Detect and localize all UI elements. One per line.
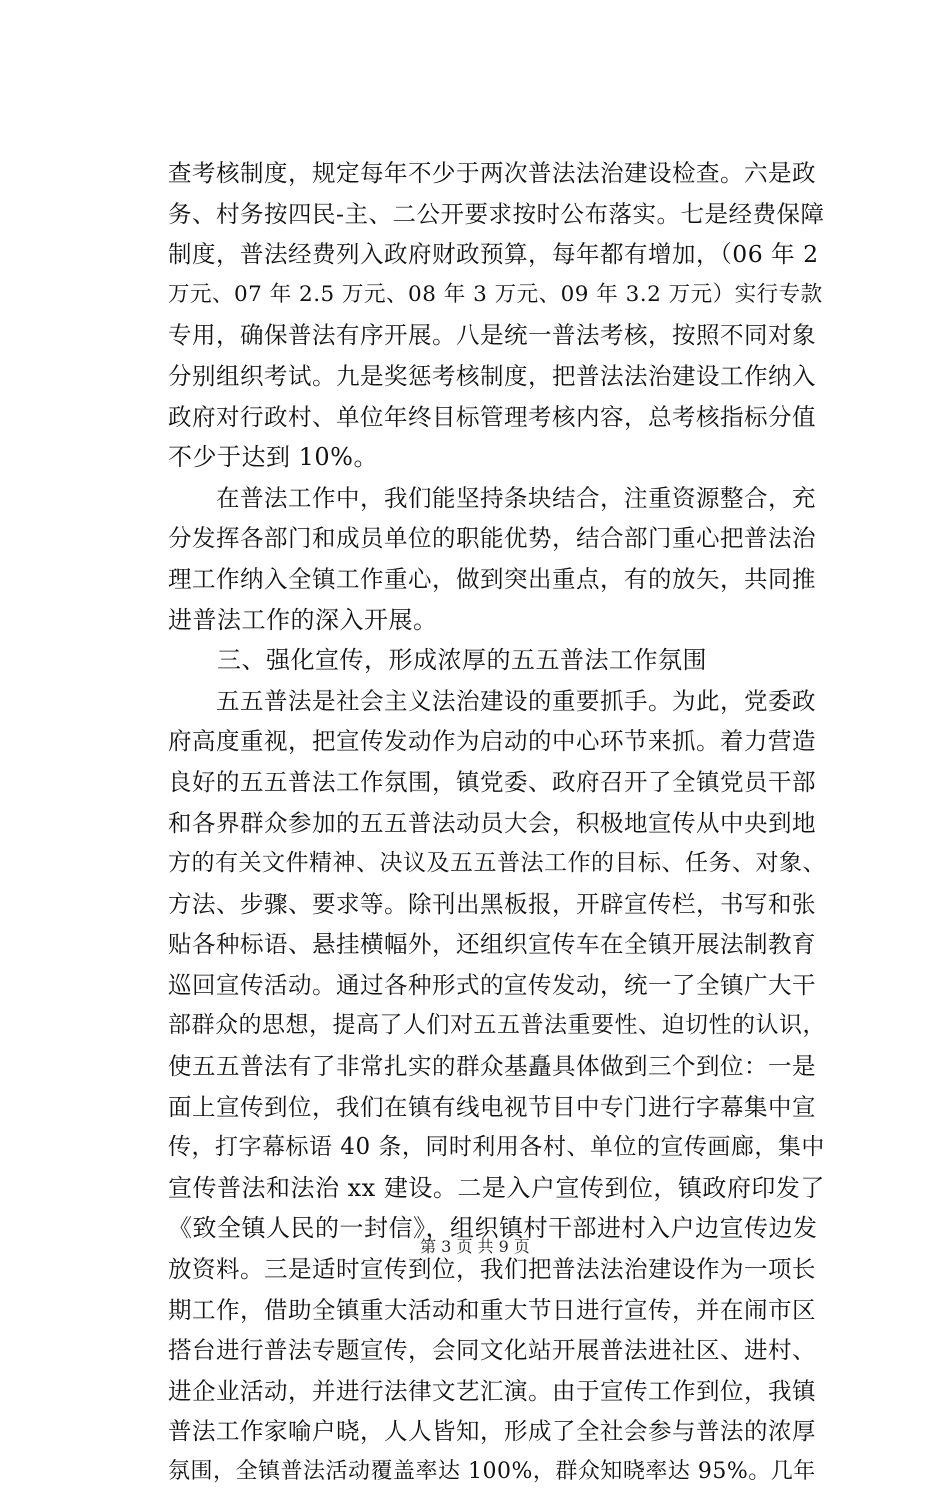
text-line: 良好的五五普法工作氛围，镇党委、政府召开了全镇党员干部 bbox=[168, 767, 816, 796]
text-line: 制度，普法经费列入政府财政预算，每年都有增加，（06 年 2 bbox=[168, 240, 819, 269]
text-line: 在普法工作中，我们能坚持条块结合，注重资源整合，充 bbox=[168, 483, 816, 512]
document-body bbox=[168, 153, 828, 1493]
text-line: 面上宣传到位，我们在镇有线电视节目中专门进行字幕集中宣 bbox=[168, 1092, 816, 1121]
text-line: 放资料。三是适时宣传到位，我们把普法法治建设作为一项长 bbox=[168, 1255, 816, 1284]
text-line: 和各界群众参加的五五普法动员大会，积极地宣传从中央到地 bbox=[168, 808, 816, 837]
text-line: 搭台进行普法专题宣传，会同文化站开展普法进社区、进村、 bbox=[168, 1336, 816, 1365]
text-line: 三、强化宣传，形成浓厚的五五普法工作氛围 bbox=[168, 646, 707, 675]
text-line: 专用，确保普法有序开展。八是统一普法考核，按照不同对象 bbox=[168, 321, 816, 350]
text-line: 使五五普法有了非常扎实的群众基矗具体做到三个到位：一是 bbox=[168, 1052, 816, 1081]
text-line: 进企业活动，并进行法律文艺汇演。由于宣传工作到位，我镇 bbox=[168, 1376, 816, 1405]
text-line: 氛围，全镇普法活动覆盖率达 100%，群众知晓率达 95%。几年 bbox=[168, 1459, 816, 1484]
text-line: 理工作纳入全镇工作重心，做到突出重点，有的放矢，共同推 bbox=[168, 564, 816, 593]
text-line: 方法、步骤、要求等。除刊出黑板报，开辟宣传栏，书写和张 bbox=[168, 889, 816, 918]
text-line: 五五普法是社会主义法治建设的重要抓手。为此，党委政 bbox=[168, 686, 816, 715]
text-line: 不少于达到 10%。 bbox=[168, 443, 378, 472]
text-line: 部群众的思想，提高了人们对五五普法重要性、迫切性的认识， bbox=[168, 1012, 826, 1039]
text-line: 政府对行政村、单位年终目标管理考核内容，总考核指标分值 bbox=[168, 402, 816, 431]
text-line: 普法工作家喻户晓，人人皆知，形成了全社会参与普法的浓厚 bbox=[168, 1417, 816, 1446]
text-line: 府高度重视，把宣传发动作为启动的中心环节来抓。着力营造 bbox=[168, 727, 816, 756]
text-line: 贴各种标语、悬挂横幅外，还组织宣传车在全镇开展法制教育 bbox=[168, 930, 816, 959]
text-line: 万元、07 年 2.5 万元、08 年 3 万元、09 年 3.2 万元）实行专款 bbox=[168, 281, 823, 307]
text-line: 分发挥各部门和成员单位的职能优势，结合部门重心把普法治 bbox=[168, 524, 816, 553]
text-line: 分别组织考试。九是奖惩考核制度，把普法法治建设工作纳入 bbox=[168, 361, 816, 390]
text-line: 方的有关文件精神、决议及五五普法工作的目标、任务、对象、 bbox=[168, 850, 826, 877]
text-line: 期工作，借助全镇重大活动和重大节日进行宣传，并在闹市区 bbox=[168, 1295, 816, 1324]
text-line: 查考核制度，规定每年不少于两次普法法治建设检查。六是政 bbox=[168, 159, 816, 187]
text-line: 《致全镇人民的一封信》，组织镇村干部进村入户边宣传边发 bbox=[168, 1214, 818, 1243]
text-line: 进普法工作的深入开展。 bbox=[168, 605, 438, 634]
text-line: 传，打字幕标语 40 条，同时利用各村、单位的宣传画廊，集中 bbox=[168, 1134, 825, 1161]
page-footer: 第 3 页 共 9 页 bbox=[420, 1237, 530, 1256]
text-line: 宣传普法和法治 xx 建设。二是入户宣传到位，镇政府印发了 bbox=[168, 1173, 825, 1202]
text-line: 巡回宣传活动。通过各种形式的宣传发动，统一了全镇广大干 bbox=[168, 970, 816, 999]
text-line: 务、村务按四民-主、二公开要求按时公布落实。七是经费保障 bbox=[168, 199, 825, 228]
